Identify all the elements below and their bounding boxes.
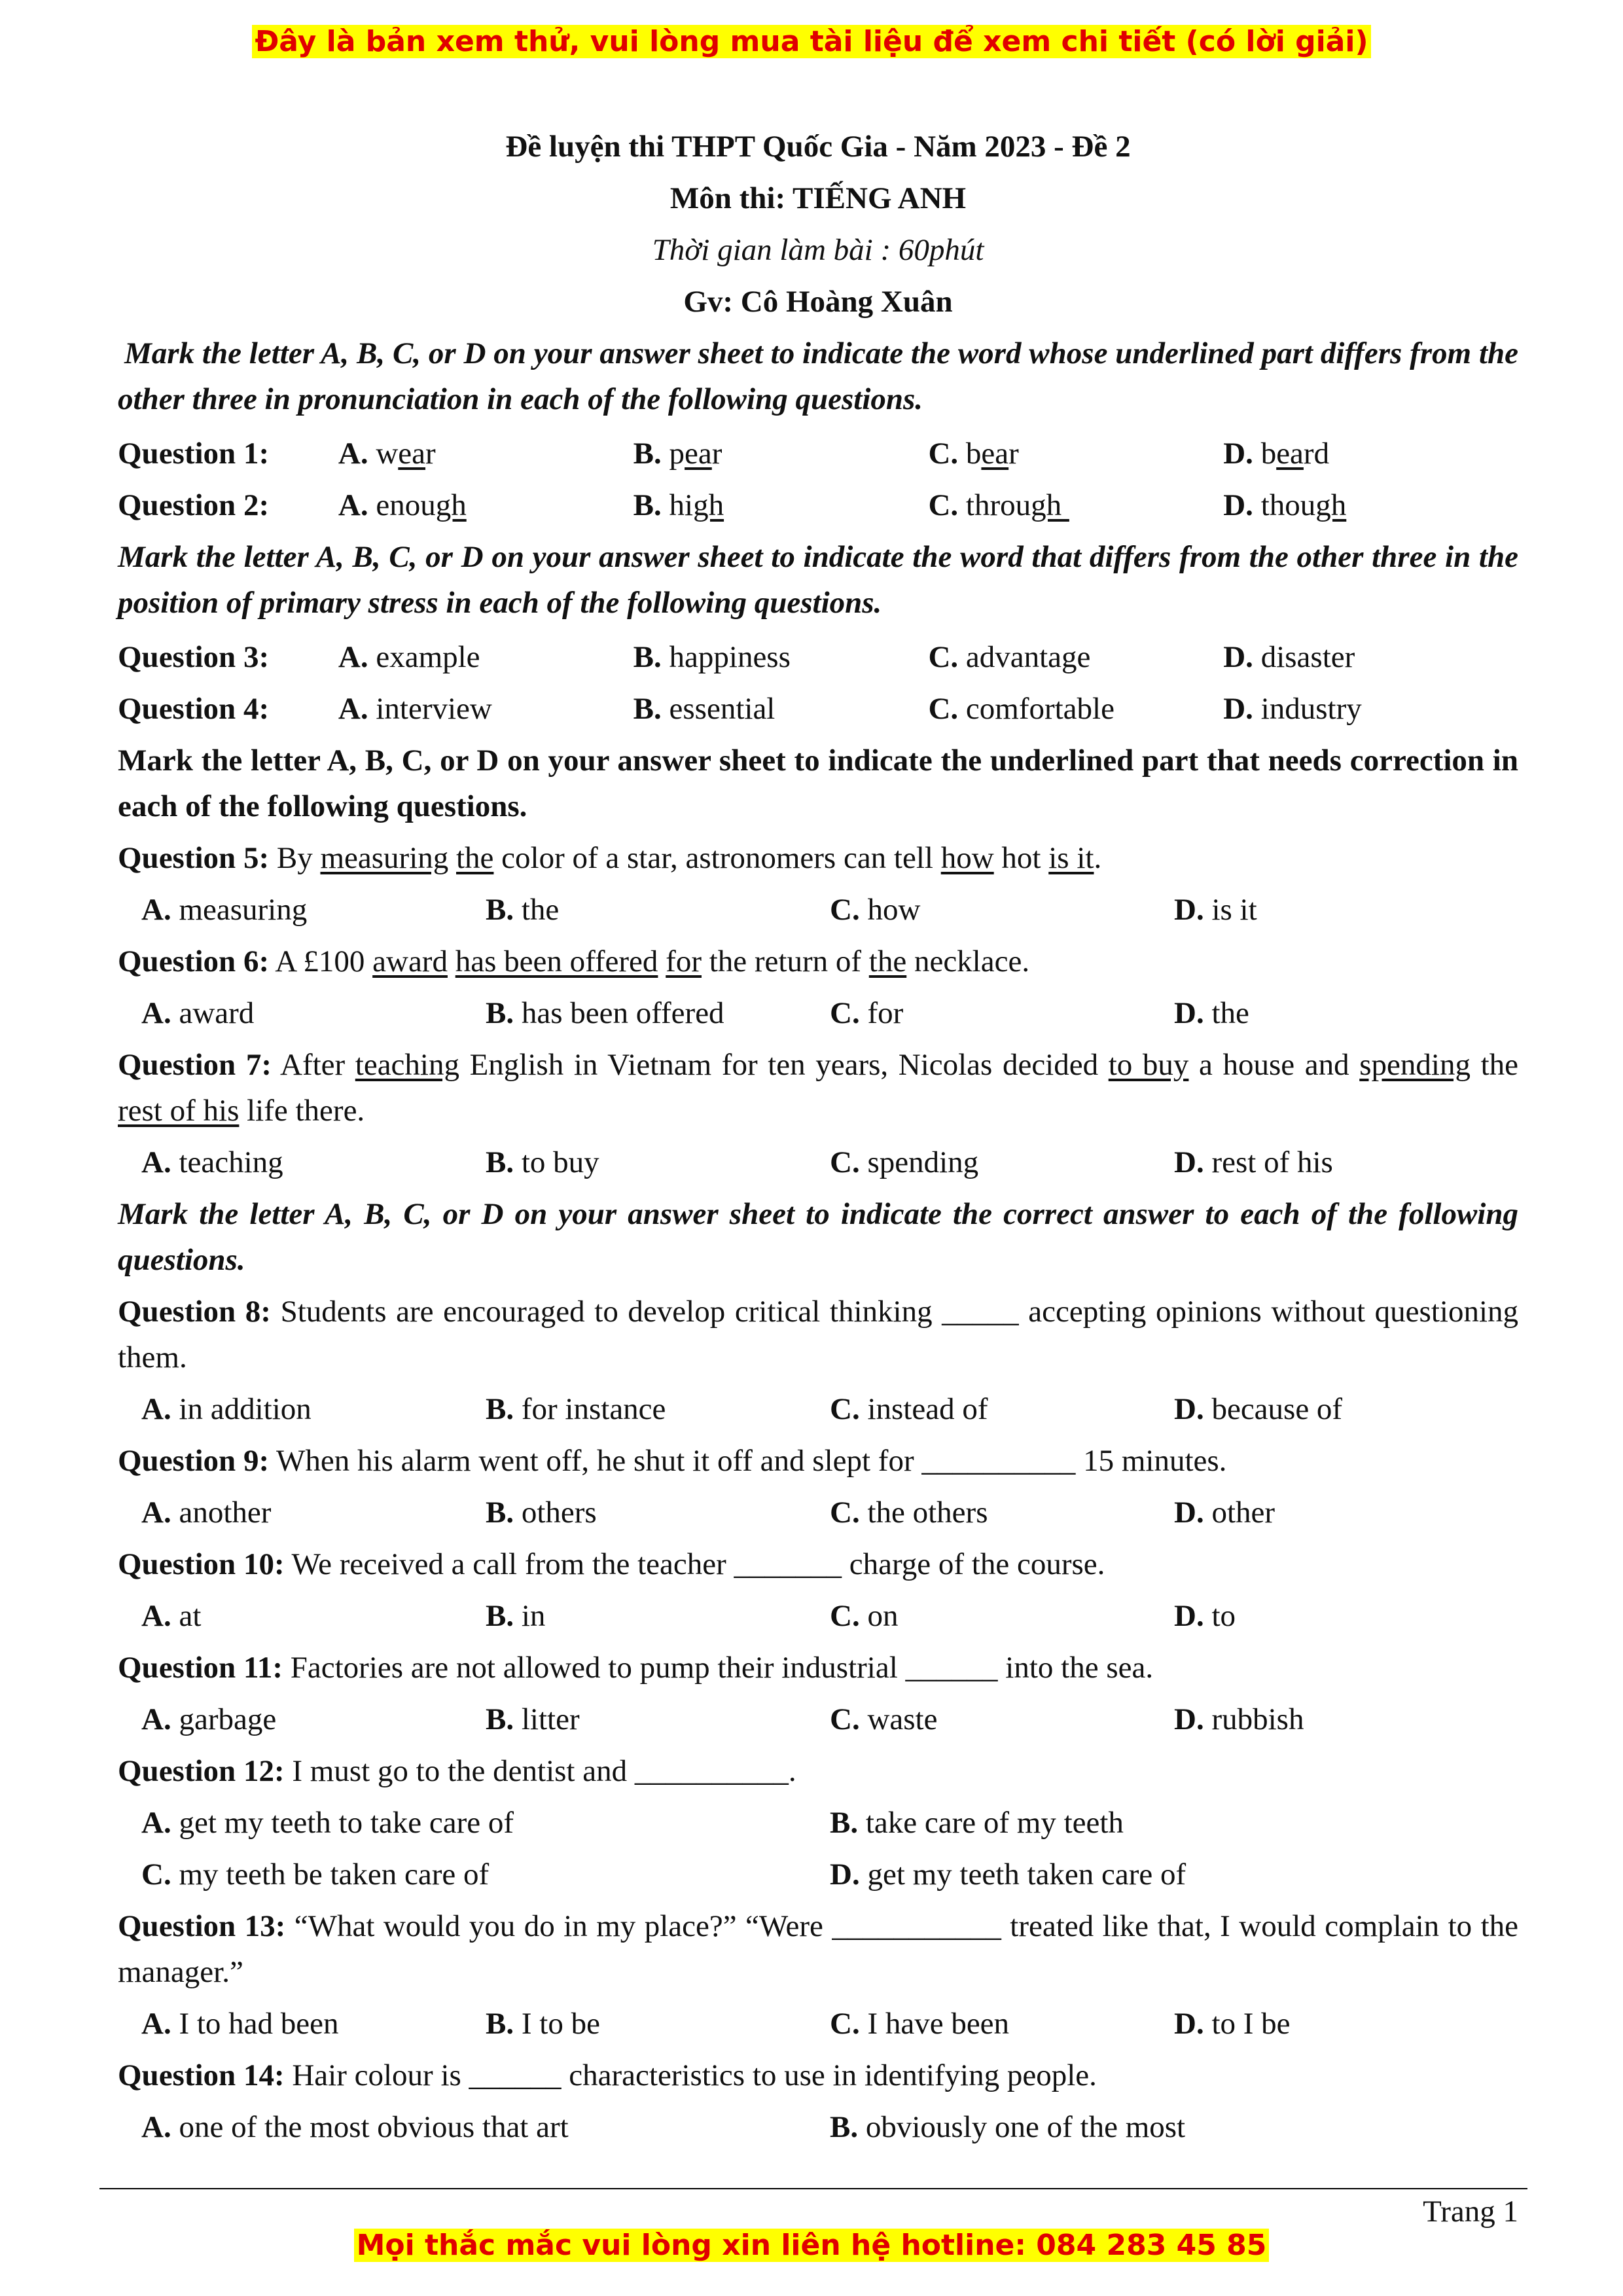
instruction-pronunciation: Mark the letter A, B, C, or D on your answer sheet to indicate the word whose underlined part differs from the other three in pronunciation in each of the following questions. [118, 336, 1518, 416]
option-d: D. though [1223, 488, 1347, 522]
question-label: Question 1: [118, 437, 270, 471]
question-label: Question 3: [118, 640, 270, 674]
option-b: B. happiness [633, 640, 791, 674]
option-d: D. get my teeth taken care of [830, 1857, 1186, 1892]
option-b: B. obviously one of the most [830, 2110, 1186, 2144]
option-b: B. to buy [486, 1145, 599, 1179]
option-a: A. one of the most obvious that art [141, 2110, 569, 2144]
option-a: A. example [338, 640, 480, 674]
question-6: Question 6: A £100 award has been offered for the return of the necklace. [118, 944, 1030, 978]
option-b: B. essential [633, 692, 776, 726]
option-b: B. for instance [486, 1392, 666, 1426]
option-c: C. advantage [928, 640, 1091, 674]
option-c: C. on [830, 1599, 899, 1633]
option-c: C. through [928, 488, 1069, 522]
option-c: C. spending [830, 1145, 979, 1179]
option-b: B. I to be [486, 2007, 600, 2041]
option-d: D. rest of his [1174, 1145, 1333, 1179]
option-c: C. bear [928, 437, 1019, 471]
question-2 [118, 480, 1518, 531]
question-11-options [118, 1694, 1518, 1746]
option-a: A. measuring [141, 893, 308, 927]
question-7: Question 7: After teaching English in Vietnam for ten years, Nicolas decided to buy a house and spending the rest of his life there. [118, 1048, 1519, 1128]
exam-time: Thời gian làm bài : 60phút [652, 233, 984, 267]
option-c: C. for [830, 996, 904, 1030]
footer-divider [99, 2188, 1527, 2189]
question-10: Question 10: We received a call from the teacher _______ charge of the course. [118, 1547, 1105, 1581]
page-number: Trang 1 [1423, 2195, 1518, 2229]
option-a: A. wear [338, 437, 436, 471]
question-8-options [118, 1384, 1518, 1435]
exam-subject: Môn thi: TIẾNG ANH [669, 181, 967, 215]
question-13: Question 13: “What would you do in my place?” “Were ___________ treated like that, I would complain to the manager.” [118, 1909, 1519, 1989]
question-6-options [118, 988, 1518, 1039]
question-1 [118, 428, 1518, 480]
option-c: C. the others [830, 1496, 988, 1530]
instruction-correct-answer: Mark the letter A, B, C, or D on your answer sheet to indicate the correct answer to each of the following questions. [118, 1197, 1518, 1277]
option-c: C. how [830, 893, 921, 927]
option-b: B. pear [633, 437, 722, 471]
question-12: Question 12: I must go to the dentist and __________. [118, 1754, 796, 1788]
option-c: C. my teeth be taken care of [141, 1857, 490, 1892]
question-4 [118, 683, 1518, 735]
question-3 [118, 632, 1518, 683]
option-b: B. high [633, 488, 724, 522]
question-12-options-ab [118, 1797, 1518, 1849]
option-d: D. disaster [1223, 640, 1355, 674]
option-a: A. award [141, 996, 255, 1030]
instruction-stress: Mark the letter A, B, C, or D on your answer sheet to indicate the word that differs from the other three in the position of primary stress in each of the following questions. [118, 540, 1518, 620]
option-a: A. interview [338, 692, 492, 726]
question-14-options [118, 2102, 1518, 2153]
question-9-options [118, 1487, 1518, 1539]
option-d: D. to [1174, 1599, 1236, 1633]
option-b: B. the [486, 893, 560, 927]
option-d: D. is it [1174, 893, 1257, 927]
option-c: C. waste [830, 1702, 938, 1736]
option-b: B. others [486, 1496, 597, 1530]
question-8: Question 8: Students are encouraged to develop critical thinking _____ accepting opinions without questioning them. [118, 1295, 1519, 1374]
question-7-options [118, 1137, 1518, 1189]
option-c: C. comfortable [928, 692, 1115, 726]
option-a: A. enough [338, 488, 467, 522]
option-b: B. take care of my teeth [830, 1806, 1124, 1840]
instruction-correction: Mark the letter A, B, C, or D on your answer sheet to indicate the underlined part that needs correction in each of the following questions. [118, 744, 1518, 823]
option-d: D. other [1174, 1496, 1275, 1530]
option-b: B. in [486, 1599, 546, 1633]
exam-teacher: Gv: Cô Hoàng Xuân [683, 285, 953, 319]
option-c: C. I have been [830, 2007, 1010, 2041]
exam-title: Đề luyện thi THPT Quốc Gia - Năm 2023 - Đề 2 [505, 130, 1131, 164]
question-label: Question 4: [118, 692, 270, 726]
option-a: A. get my teeth to take care of [141, 1806, 514, 1840]
option-a: A. garbage [141, 1702, 277, 1736]
option-d: D. because of [1174, 1392, 1343, 1426]
option-a: A. in addition [141, 1392, 312, 1426]
option-b: B. has been offered [486, 996, 724, 1030]
question-11: Question 11: Factories are not allowed to pump their industrial ______ into the sea. [118, 1651, 1154, 1685]
question-9: Question 9: When his alarm went off, he shut it off and slept for __________ 15 minutes. [118, 1444, 1227, 1478]
option-b: B. litter [486, 1702, 580, 1736]
question-10-options [118, 1590, 1518, 1642]
question-label: Question 2: [118, 488, 270, 522]
question-5: Question 5: By measuring the color of a star, astronomers can tell how hot is it. [118, 841, 1102, 875]
question-5-options [118, 884, 1518, 936]
option-d: D. to I be [1174, 2007, 1291, 2041]
hotline-banner: Mọi thắc mắc vui lòng xin liên hệ hotline: 084 283 45 85 [0, 2229, 1623, 2262]
preview-banner: Đây là bản xem thử, vui lòng mua tài liệu để xem chi tiết (có lời giải) [0, 25, 1623, 58]
exam-page [118, 121, 1518, 2153]
question-12-options-cd [118, 1849, 1518, 1901]
option-d: D. the [1174, 996, 1249, 1030]
question-13-options [118, 1998, 1518, 2050]
option-a: A. at [141, 1599, 202, 1633]
option-a: A. I to had been [141, 2007, 339, 2041]
question-14: Question 14: Hair colour is ______ characteristics to use in identifying people. [118, 2058, 1097, 2092]
option-a: A. teaching [141, 1145, 283, 1179]
option-a: A. another [141, 1496, 272, 1530]
option-c: C. instead of [830, 1392, 988, 1426]
option-d: D. beard [1223, 437, 1330, 471]
option-d: D. rubbish [1174, 1702, 1304, 1736]
option-d: D. industry [1223, 692, 1362, 726]
